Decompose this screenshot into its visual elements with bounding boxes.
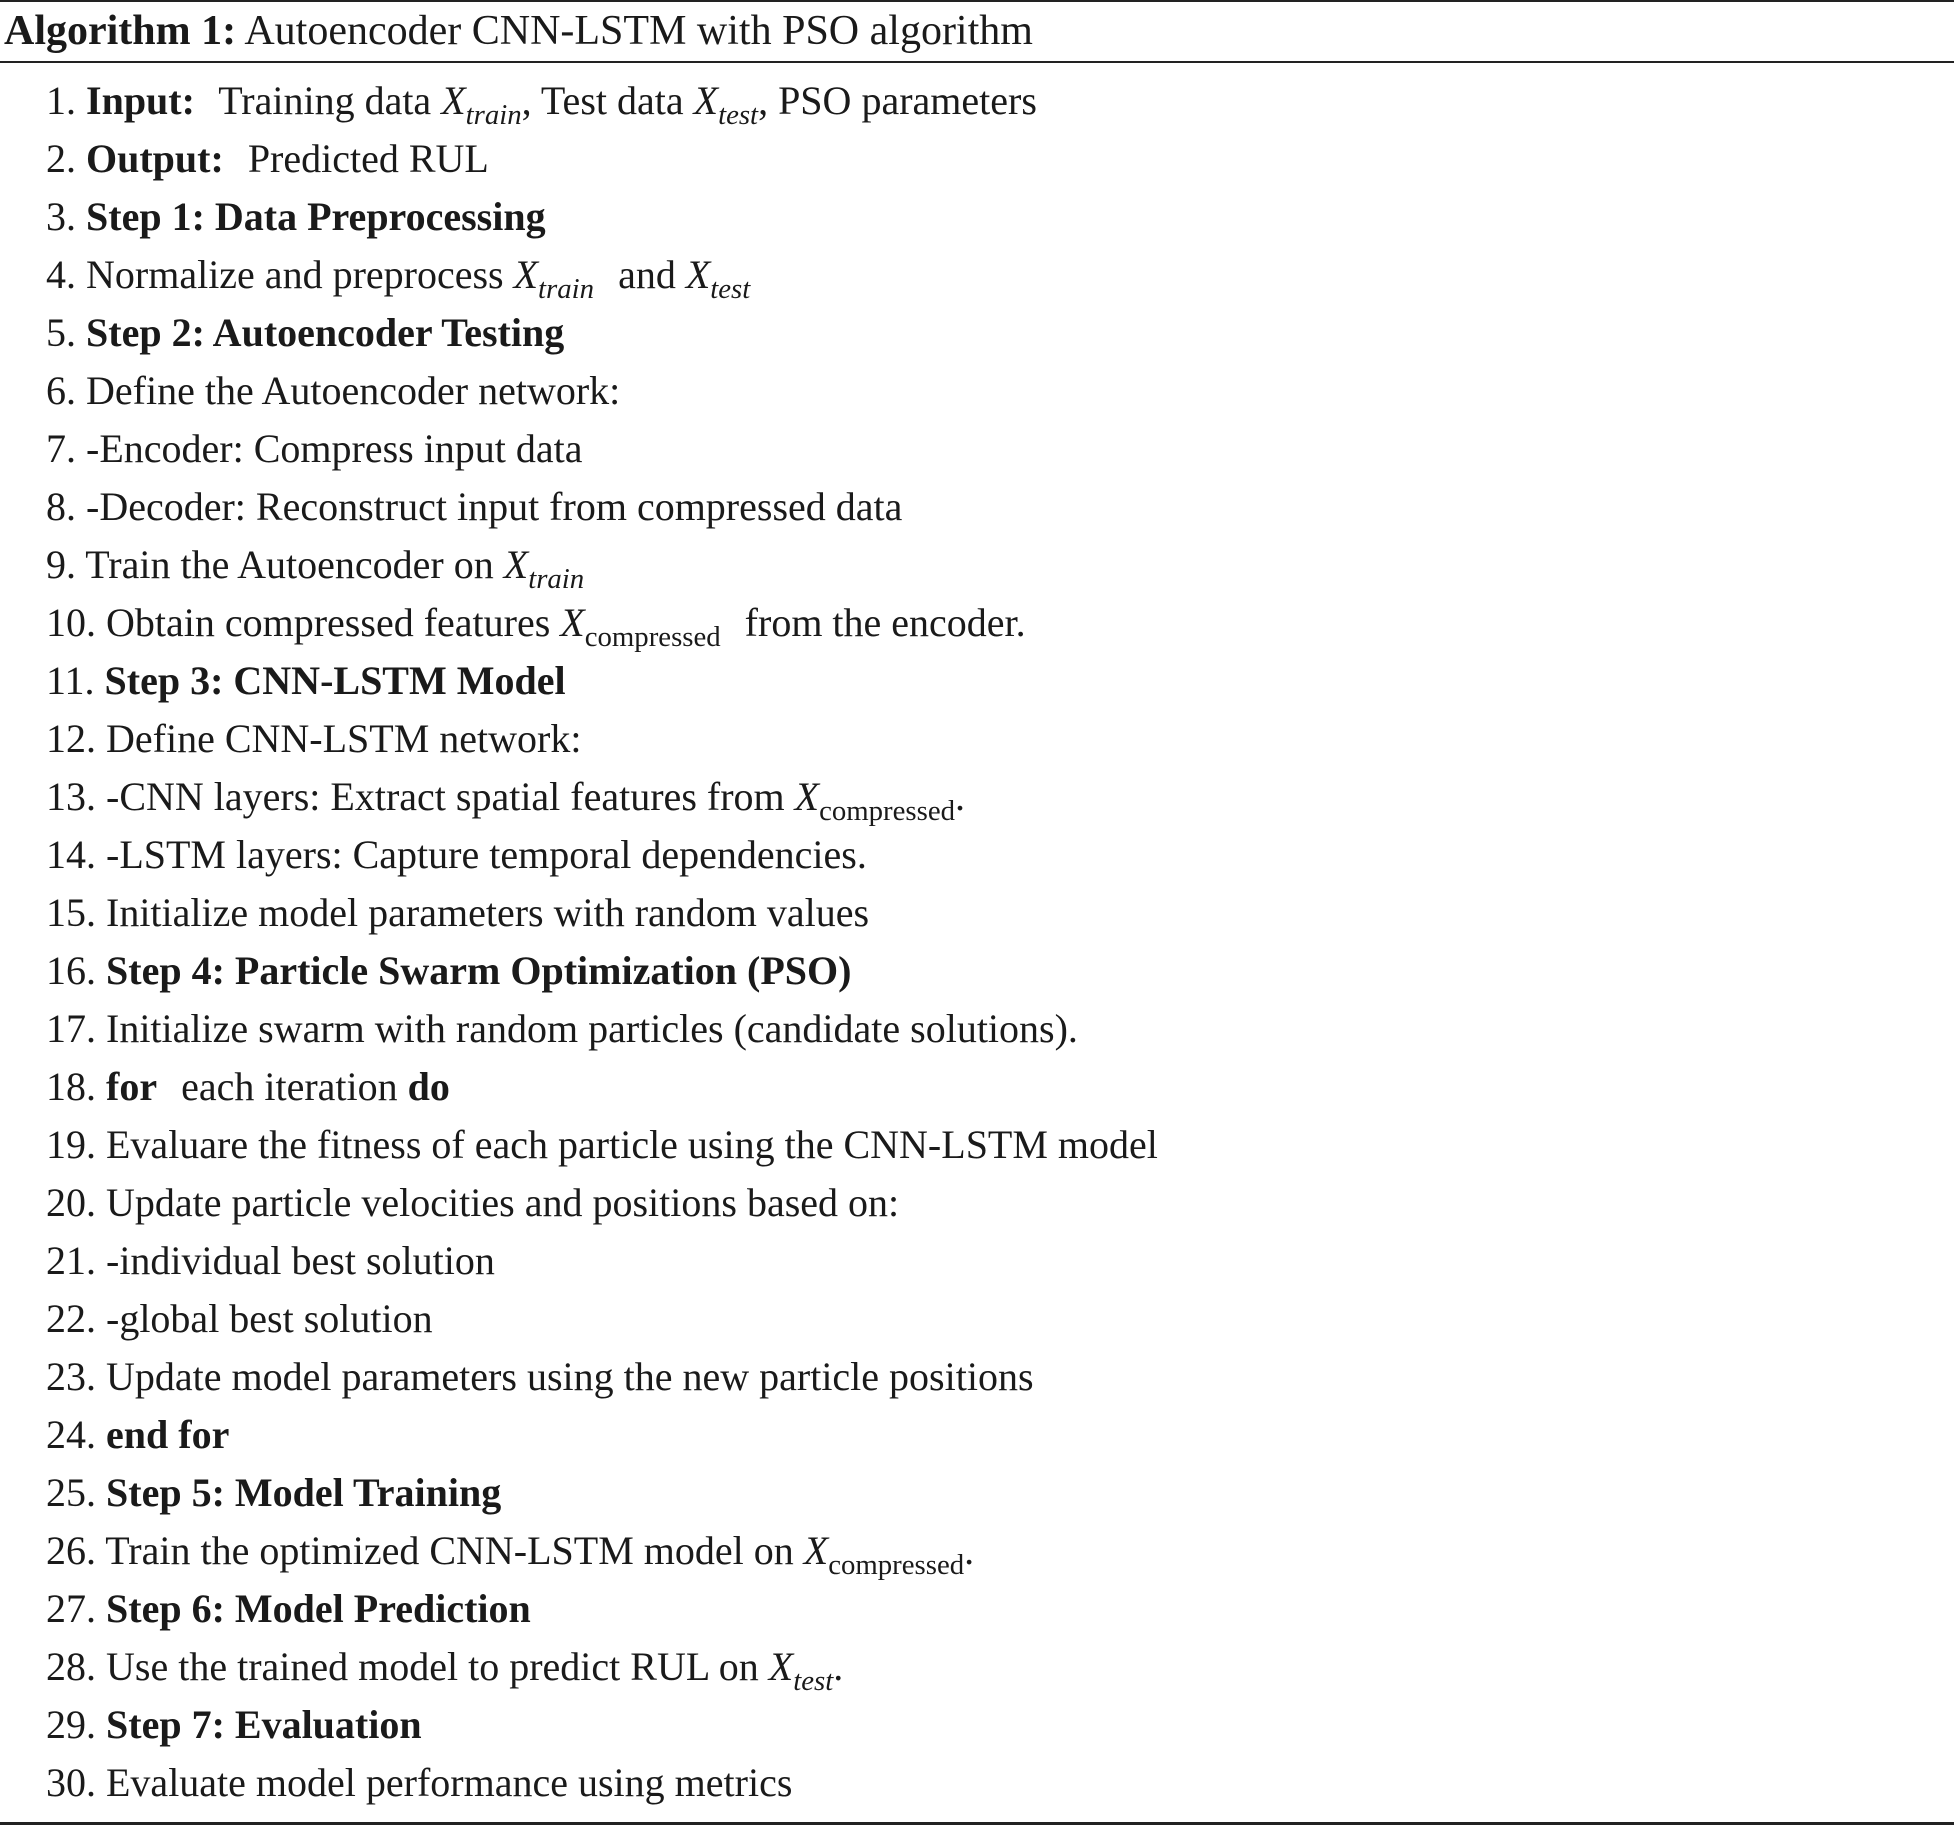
line-number: 24. [46, 1412, 96, 1457]
line-keyword: Input: [86, 78, 195, 123]
math-var: $X_{train}$ [503, 542, 585, 596]
math-subscript: compressed [819, 795, 956, 828]
line-text: . [964, 1528, 975, 1573]
math-var: $X_{compressed}$ [560, 600, 721, 654]
line-number: 8. [46, 484, 76, 529]
line-text: -individual best solution [106, 1238, 495, 1283]
math-subscript: compressed [828, 1549, 965, 1582]
line-number: 16. [46, 948, 96, 993]
step-line [46, 478, 1926, 536]
bottom-rule [0, 1822, 1954, 1825]
line-number: 27. [46, 1586, 96, 1631]
line-keyword: end for [106, 1412, 230, 1457]
line-number: 15. [46, 890, 96, 935]
line-keyword: Step 1: Data Preprocessing [86, 194, 546, 239]
algorithm-caption [4, 2, 1033, 60]
line-text: Update model parameters using the new particle positions [106, 1354, 1034, 1399]
line-number: 23. [46, 1354, 96, 1399]
line-text: Training data [218, 78, 442, 123]
math-subscript: compressed [584, 621, 721, 654]
line-number: 20. [46, 1180, 96, 1225]
step-line [46, 1638, 1926, 1696]
line-text: and [618, 252, 686, 297]
line-number: 25. [46, 1470, 96, 1515]
line-number: 9. [46, 542, 76, 587]
math-subscript: test [710, 273, 751, 306]
line-keyword: Step 3: CNN-LSTM Model [104, 658, 566, 703]
step-line [46, 884, 1926, 942]
line-number: 6. [46, 368, 76, 413]
line-text: -CNN layers: Extract spatial features from [106, 774, 795, 819]
line-number: 21. [46, 1238, 96, 1283]
step-line [46, 1580, 1926, 1638]
line-number: 7. [46, 426, 76, 471]
line-keyword: for [106, 1064, 158, 1109]
step-line [46, 362, 1926, 420]
step-line [46, 942, 1926, 1000]
step-line [46, 1348, 1926, 1406]
line-keyword: do [407, 1064, 450, 1109]
line-keyword: Step 5: Model Training [106, 1470, 502, 1515]
step-line [46, 72, 1926, 130]
line-text: Evaluate model performance using metrics [106, 1760, 793, 1805]
math-var: $X_{train}$ [513, 252, 595, 306]
step-line [46, 1754, 1926, 1812]
step-line [46, 1232, 1926, 1290]
line-text: Update particle velocities and positions based on: [106, 1180, 900, 1225]
math-var: $X_{compressed}$ [794, 774, 956, 828]
step-line [46, 594, 1926, 652]
line-text: , PSO parameters [758, 78, 1037, 123]
line-number: 10. [46, 600, 96, 645]
line-text: Obtain compressed features [106, 600, 561, 645]
line-number: 1. [46, 78, 76, 123]
step-line [46, 1696, 1926, 1754]
line-number: 30. [46, 1760, 96, 1805]
line-text: Define the Autoencoder network: [86, 368, 621, 413]
line-text: Normalize and preprocess [86, 252, 514, 297]
step-line [46, 1000, 1926, 1058]
line-text: Train the Autoencoder on [85, 542, 504, 587]
line-keyword: Step 6: Model Prediction [106, 1586, 531, 1631]
line-text: Predicted RUL [247, 136, 489, 181]
line-number: 5. [46, 310, 76, 355]
line-text: -LSTM layers: Capture temporal dependencies. [106, 832, 867, 877]
line-text: . [833, 1644, 844, 1689]
math-var: $X_{train}$ [441, 78, 522, 132]
line-text: each iteration [181, 1064, 398, 1109]
math-var: $X_{test}$ [768, 1644, 834, 1698]
step-line [46, 1290, 1926, 1348]
step-line [46, 1522, 1926, 1580]
math-var: $X_{compressed}$ [803, 1528, 965, 1582]
line-number: 29. [46, 1702, 96, 1747]
line-number: 17. [46, 1006, 96, 1051]
algorithm-steps [46, 72, 1926, 1812]
line-text: Define CNN-LSTM network: [106, 716, 582, 761]
step-line [46, 1406, 1926, 1464]
step-line [46, 1174, 1926, 1232]
step-line [46, 1116, 1926, 1174]
line-text: from the encoder. [744, 600, 1026, 645]
step-line [46, 652, 1926, 710]
step-line [46, 710, 1926, 768]
step-line [46, 768, 1926, 826]
line-keyword: Step 2: Autoencoder Testing [86, 310, 565, 355]
step-line [46, 826, 1926, 884]
line-keyword: Output: [86, 136, 224, 181]
step-line [46, 536, 1926, 594]
step-line [46, 188, 1926, 246]
math-var: $X_{test}$ [685, 252, 751, 306]
math-subscript: train [538, 273, 595, 306]
line-number: 13. [46, 774, 96, 819]
math-subscript: test [718, 99, 759, 132]
line-number: 2. [46, 136, 76, 181]
caption-label: Algorithm 1: [4, 8, 237, 54]
math-var: $X_{test}$ [693, 78, 759, 132]
step-line [46, 1464, 1926, 1522]
step-line [46, 246, 1926, 304]
line-text: Initialize model parameters with random values [106, 890, 870, 935]
line-text: -Decoder: Reconstruct input from compressed data [86, 484, 903, 529]
line-number: 3. [46, 194, 76, 239]
line-text: Evaluare the fitness of each particle using the CNN-LSTM model [106, 1122, 1158, 1167]
line-text: Initialize swarm with random particles (candidate solutions). [106, 1006, 1078, 1051]
math-subscript: test [793, 1665, 834, 1698]
step-line [46, 130, 1926, 188]
step-line [46, 1058, 1926, 1116]
math-subscript: train [465, 99, 522, 132]
line-number: 11. [46, 658, 95, 703]
caption-title: Autoencoder CNN-LSTM with PSO algorithm [244, 8, 1033, 54]
line-text: . [955, 774, 966, 819]
line-number: 12. [46, 716, 96, 761]
step-line [46, 304, 1926, 362]
line-number: 26. [46, 1528, 96, 1573]
math-subscript: train [528, 563, 585, 596]
caption-rule [0, 61, 1954, 63]
line-number: 22. [46, 1296, 96, 1341]
line-number: 19. [46, 1122, 96, 1167]
step-line [46, 420, 1926, 478]
line-number: 18. [46, 1064, 96, 1109]
line-keyword: Step 7: Evaluation [106, 1702, 422, 1747]
line-number: 4. [46, 252, 76, 297]
line-text: , Test data [521, 78, 694, 123]
line-text: -Encoder: Compress input data [86, 426, 583, 471]
line-text: Train the optimized CNN-LSTM model on [105, 1528, 804, 1573]
line-keyword: Step 4: Particle Swarm Optimization (PSO) [106, 948, 852, 993]
line-number: 14. [46, 832, 96, 877]
line-number: 28. [46, 1644, 96, 1689]
line-text: -global best solution [106, 1296, 433, 1341]
line-text: Use the trained model to predict RUL on [106, 1644, 769, 1689]
